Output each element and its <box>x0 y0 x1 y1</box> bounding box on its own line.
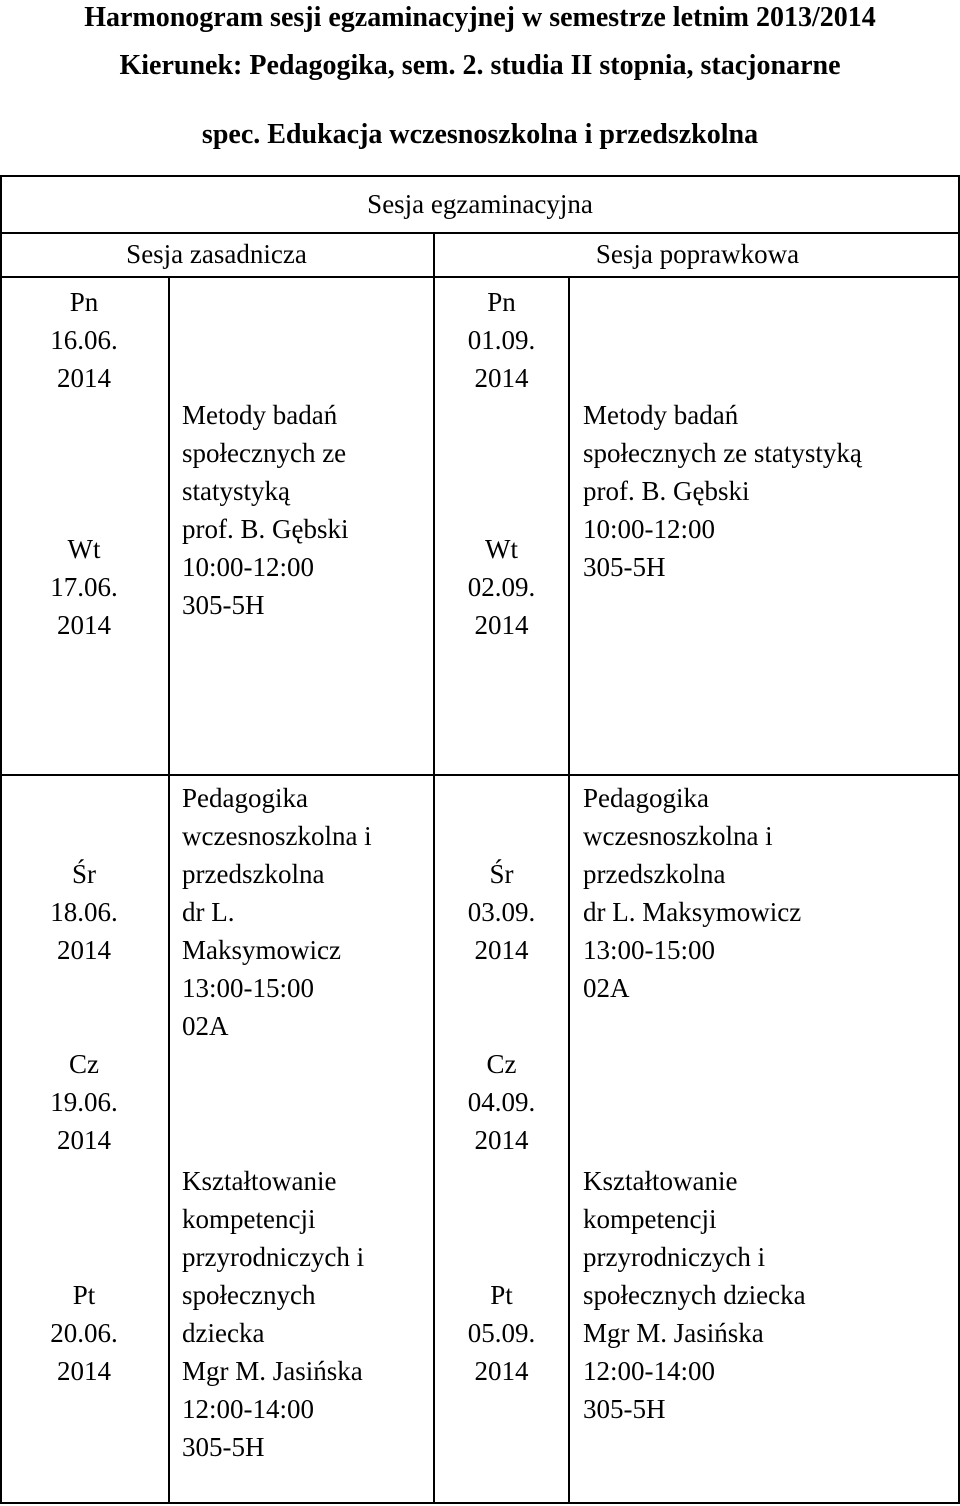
exam-competences-main: Kształtowanie kompetencji przyrodniczych i społecznych dziecka Mgr M. Jasińska 12:00-14:00 305-5H <box>182 1166 365 1462</box>
date-tue-main: Wt 17.06. 2014 <box>50 534 118 640</box>
heading-specialization: spec. Edukacja wczesnoszkolna i przedszkolna <box>201 119 759 150</box>
date-thu-main: Cz 19.06. 2014 <box>50 1049 118 1155</box>
row-divider <box>0 774 960 776</box>
date-fri-makeup: Pt 05.09. 2014 <box>467 1280 536 1386</box>
exam-session-title: Sesja egzaminacyjna <box>367 189 593 219</box>
exam-social-research-main: Metody badań społecznych ze statystyką prof. B. Gębski 10:00-12:00 305-5H <box>182 400 349 620</box>
date-tue-makeup: Wt 02.09. 2014 <box>467 534 536 640</box>
heading-program: Kierunek: Pedagogika, sem. 2. studia II stopnia, stacjonarne <box>119 50 841 81</box>
heading-schedule: Harmonogram sesji egzaminacyjnej w semestrze letnim 2013/2014 <box>84 2 876 33</box>
main-session-title: Sesja zasadnicza <box>126 239 307 269</box>
date-mon-makeup: Pn 01.09. 2014 <box>467 287 536 393</box>
col-divider-1 <box>168 276 170 1504</box>
table-top-border <box>0 175 960 177</box>
date-mon-main: Pn 16.06. 2014 <box>50 287 118 393</box>
header-divider <box>0 232 960 234</box>
exam-early-education-makeup: Pedagogika wczesnoszkolna i przedszkolna dr L. Maksymowicz 13:00-15:00 02A <box>583 783 802 1003</box>
col-divider-3 <box>568 276 570 1504</box>
date-wed-makeup: Śr 03.09. 2014 <box>467 859 536 965</box>
exam-social-research-makeup: Metody badań społecznych ze statystyką prof. B. Gębski 10:00-12:00 305-5H <box>583 400 862 582</box>
date-fri-main: Pt 20.06. 2014 <box>50 1280 118 1386</box>
table-bottom-border <box>0 1502 960 1504</box>
exam-competences-makeup: Kształtowanie kompetencji przyrodniczych i społecznych dziecka Mgr M. Jasińska 12:00-14:00 305-5H <box>583 1166 806 1424</box>
header-bottom-divider <box>0 276 960 278</box>
date-thu-makeup: Cz 04.09. 2014 <box>467 1049 536 1155</box>
makeup-session-title: Sesja poprawkowa <box>595 239 800 269</box>
exam-early-education-main: Pedagogika wczesnoszkolna i przedszkolna dr L. Maksymowicz 13:00-15:00 02A <box>182 783 372 1041</box>
date-wed-main: Śr 18.06. 2014 <box>50 859 118 965</box>
